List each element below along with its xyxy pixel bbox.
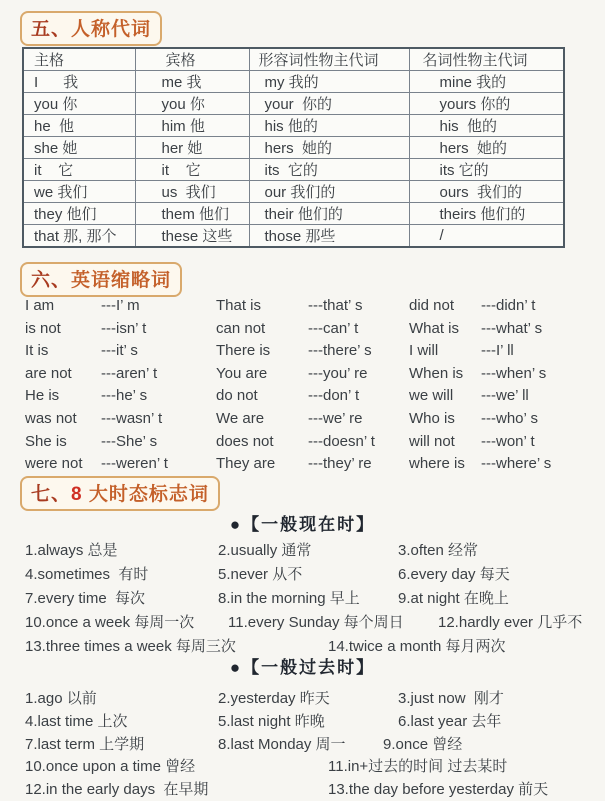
contraction-short: ---you’ re bbox=[308, 364, 368, 382]
tense-item: 9.once 曾经 bbox=[383, 735, 463, 753]
tense-item: 9.at night 在晚上 bbox=[398, 590, 509, 607]
section-title-contractions bbox=[20, 262, 182, 297]
table-cell: its 它的 bbox=[249, 159, 409, 181]
contraction-short: ---I’ m bbox=[101, 297, 140, 314]
tense-row bbox=[25, 755, 595, 778]
contraction-full: There is bbox=[216, 342, 271, 360]
contraction-line bbox=[25, 453, 168, 476]
contraction-full: do not bbox=[216, 387, 258, 405]
tense-item: 3.often 经常 bbox=[398, 542, 479, 559]
tense-item: 12.hardly ever 几乎不 bbox=[438, 614, 583, 631]
tense-heading-past: ●【一般过去时】 bbox=[229, 658, 376, 677]
table-cell: hers 她的 bbox=[249, 137, 409, 159]
column-header: 宾格 bbox=[135, 48, 249, 71]
section-title-text: 大时态标志词 bbox=[88, 484, 209, 505]
table-cell: those 那些 bbox=[249, 225, 409, 248]
table-cell: that 那, 那个 bbox=[23, 225, 135, 248]
tense-item: 1.always 总是 bbox=[25, 542, 118, 559]
table-cell: us 我们 bbox=[135, 181, 249, 203]
tense-item: 5.never 从不 bbox=[218, 566, 303, 583]
contraction-full: will not bbox=[409, 432, 455, 450]
table-cell: these 这些 bbox=[135, 225, 249, 248]
contraction-short: ---can’ t bbox=[308, 319, 359, 337]
column-header: 形容词性物主代词 bbox=[249, 48, 409, 71]
contraction-full: was not bbox=[25, 409, 77, 427]
contraction-line bbox=[409, 408, 551, 431]
pronouns-table bbox=[22, 47, 565, 248]
contraction-line bbox=[216, 385, 375, 408]
tense-row bbox=[25, 778, 595, 801]
table-cell: her 她 bbox=[135, 137, 249, 159]
table-cell: you 你 bbox=[135, 93, 249, 115]
table-row bbox=[23, 137, 564, 159]
table-cell: she 她 bbox=[23, 137, 135, 159]
tense-item: 5.last night 昨晚 bbox=[218, 712, 325, 730]
contraction-full: You are bbox=[216, 364, 268, 382]
contraction-line bbox=[25, 318, 168, 341]
contraction-line bbox=[25, 385, 168, 408]
contraction-full: were not bbox=[25, 455, 83, 473]
contraction-short: ---he’ s bbox=[101, 387, 148, 405]
contraction-short: ---what’ s bbox=[481, 319, 543, 337]
tense-item: 1.ago 以前 bbox=[25, 690, 97, 707]
contraction-short: ---that’ s bbox=[308, 297, 363, 314]
contraction-short: ---it’ s bbox=[101, 342, 138, 360]
table-cell: theirs 他们的 bbox=[409, 203, 564, 225]
section-title-tenses bbox=[20, 476, 220, 511]
contraction-full: It is bbox=[25, 342, 49, 360]
contraction-line bbox=[25, 340, 168, 363]
contraction-line bbox=[409, 385, 551, 408]
contraction-line bbox=[216, 363, 375, 386]
table-cell: me 我 bbox=[135, 71, 249, 93]
contraction-full: can not bbox=[216, 319, 266, 337]
contraction-line bbox=[25, 431, 168, 454]
tense-item: 7.every time 每次 bbox=[25, 590, 146, 607]
section-number: 六、 bbox=[31, 270, 72, 291]
table-cell: ours 我们的 bbox=[409, 181, 564, 203]
table-row bbox=[23, 115, 564, 137]
table-row bbox=[23, 93, 564, 115]
contraction-full: I am bbox=[25, 297, 55, 314]
contraction-short: ---won’ t bbox=[481, 432, 535, 450]
table-cell: mine 我的 bbox=[409, 71, 564, 93]
tense-item: 3.just now 刚才 bbox=[398, 690, 504, 707]
table-cell: he 他 bbox=[23, 115, 135, 137]
tense-item: 11.in+过去的时间 过去某时 bbox=[328, 758, 508, 776]
table-cell: him 他 bbox=[135, 115, 249, 137]
contraction-line bbox=[216, 408, 375, 431]
contraction-column bbox=[216, 295, 375, 476]
table-cell: its 它的 bbox=[409, 159, 564, 181]
contraction-short: ---didn’ t bbox=[481, 297, 536, 314]
tense-item: 2.usually 通常 bbox=[218, 542, 312, 559]
tense-item: 4.sometimes 有时 bbox=[25, 566, 149, 583]
contraction-full: we will bbox=[409, 387, 454, 405]
tense-item: 13.three times a week 每周三次 bbox=[25, 638, 236, 655]
table-row bbox=[23, 71, 564, 93]
contraction-full: When is bbox=[409, 364, 464, 382]
section-title-pronouns bbox=[20, 11, 162, 46]
contraction-full: She is bbox=[25, 432, 67, 450]
table-cell: yours 你的 bbox=[409, 93, 564, 115]
tense-item: 14.twice a month 每月两次 bbox=[328, 638, 506, 655]
tense-row bbox=[25, 563, 595, 587]
contraction-full: We are bbox=[216, 409, 265, 427]
contraction-full: where is bbox=[409, 455, 465, 473]
tense-item: 12.in the early days 在早期 bbox=[25, 781, 209, 799]
contraction-full: are not bbox=[25, 364, 72, 382]
tense-row bbox=[25, 710, 595, 733]
tense-heading-present: ●【一般现在时】 bbox=[229, 515, 376, 534]
contraction-full: does not bbox=[216, 432, 274, 450]
tense-item: 10.once a week 每周一次 bbox=[25, 614, 195, 631]
contraction-short: ---weren’ t bbox=[101, 455, 168, 473]
contraction-line bbox=[216, 295, 375, 318]
tense-item: 11.every Sunday 每个周日 bbox=[228, 614, 404, 631]
table-cell: hers 她的 bbox=[409, 137, 564, 159]
contraction-full: That is bbox=[216, 297, 262, 314]
contractions-section bbox=[25, 295, 591, 477]
tense-item: 13.the day before yesterday 前天 bbox=[328, 781, 549, 799]
contraction-short: ---there’ s bbox=[308, 342, 372, 360]
tense-row bbox=[25, 687, 595, 710]
tense-row bbox=[25, 733, 595, 756]
contraction-column bbox=[25, 295, 168, 476]
table-cell: them 他们 bbox=[135, 203, 249, 225]
contraction-short: ---we’ re bbox=[308, 409, 363, 427]
section-number-highlight: 8 bbox=[71, 484, 89, 505]
contraction-line bbox=[409, 363, 551, 386]
contraction-short: ---where’ s bbox=[481, 455, 552, 473]
table-cell: his 他的 bbox=[409, 115, 564, 137]
contraction-short: ---who’ s bbox=[481, 409, 538, 427]
contraction-line bbox=[409, 295, 551, 318]
tense-item: 8.last Monday 周一 bbox=[218, 735, 346, 753]
contraction-short: ---don’ t bbox=[308, 387, 360, 405]
contraction-short: ---wasn’ t bbox=[101, 409, 163, 427]
tense-row bbox=[25, 587, 595, 611]
contraction-line bbox=[409, 340, 551, 363]
tense-row bbox=[25, 539, 595, 563]
tense-item: 8.in the morning 早上 bbox=[218, 590, 360, 607]
table-row bbox=[23, 225, 564, 248]
table-cell: his 他的 bbox=[249, 115, 409, 137]
contraction-line bbox=[216, 453, 375, 476]
pronoun-table-body bbox=[23, 71, 564, 248]
contraction-full: did not bbox=[409, 297, 455, 314]
contraction-line bbox=[25, 408, 168, 431]
contraction-line bbox=[25, 295, 168, 318]
contraction-full: What is bbox=[409, 319, 460, 337]
contraction-full: Who is bbox=[409, 409, 455, 427]
contraction-full: I will bbox=[409, 342, 439, 360]
table-header-row bbox=[23, 48, 564, 71]
tense-row bbox=[25, 611, 595, 635]
contraction-full: They are bbox=[216, 455, 276, 473]
table-cell: they 他们 bbox=[23, 203, 135, 225]
contraction-short: ---She’ s bbox=[101, 432, 158, 450]
contraction-short: ---we’ ll bbox=[481, 387, 529, 405]
past-tense-list bbox=[25, 687, 595, 801]
contraction-line bbox=[216, 318, 375, 341]
tense-item: 10.once upon a time 曾经 bbox=[25, 758, 196, 776]
contraction-line bbox=[25, 363, 168, 386]
column-header: 名词性物主代词 bbox=[409, 48, 564, 71]
section-title-text: 人称代词 bbox=[71, 19, 152, 40]
tense-item: 7.last term 上学期 bbox=[25, 735, 145, 753]
contraction-full: is not bbox=[25, 319, 61, 337]
contraction-short: ---they’ re bbox=[308, 455, 372, 473]
contraction-short: ---when’ s bbox=[481, 364, 547, 382]
table-row bbox=[23, 159, 564, 181]
contraction-line bbox=[409, 453, 551, 476]
table-row bbox=[23, 203, 564, 225]
contraction-short: ---I’ ll bbox=[481, 342, 514, 360]
tense-item: 6.last year 去年 bbox=[398, 712, 502, 730]
table-row bbox=[23, 181, 564, 203]
section-number: 七、 bbox=[31, 484, 72, 505]
tense-item: 2.yesterday 昨天 bbox=[218, 690, 330, 707]
contraction-line bbox=[216, 431, 375, 454]
section-number: 五、 bbox=[31, 19, 72, 40]
table-cell: my 我的 bbox=[249, 71, 409, 93]
table-cell: I 我 bbox=[23, 71, 135, 93]
contraction-full: He is bbox=[25, 387, 60, 405]
contraction-short: ---doesn’ t bbox=[308, 432, 375, 450]
contraction-line bbox=[216, 340, 375, 363]
contraction-short: ---isn’ t bbox=[101, 319, 147, 337]
table-cell: our 我们的 bbox=[249, 181, 409, 203]
table-cell: it 它 bbox=[135, 159, 249, 181]
table-cell: it 它 bbox=[23, 159, 135, 181]
contraction-short: ---aren’ t bbox=[101, 364, 158, 382]
table-cell: their 他们的 bbox=[249, 203, 409, 225]
table-cell: you 你 bbox=[23, 93, 135, 115]
table-cell: your 你的 bbox=[249, 93, 409, 115]
contraction-line bbox=[409, 318, 551, 341]
tense-item: 6.every day 每天 bbox=[398, 566, 510, 583]
column-header: 主格 bbox=[23, 48, 135, 71]
section-title-text: 英语缩略词 bbox=[71, 270, 172, 291]
table-cell: / bbox=[409, 225, 564, 248]
contraction-line bbox=[409, 431, 551, 454]
present-tense-list bbox=[25, 539, 595, 659]
tense-item: 4.last time 上次 bbox=[25, 712, 128, 730]
contraction-column bbox=[409, 295, 551, 476]
table-cell: we 我们 bbox=[23, 181, 135, 203]
